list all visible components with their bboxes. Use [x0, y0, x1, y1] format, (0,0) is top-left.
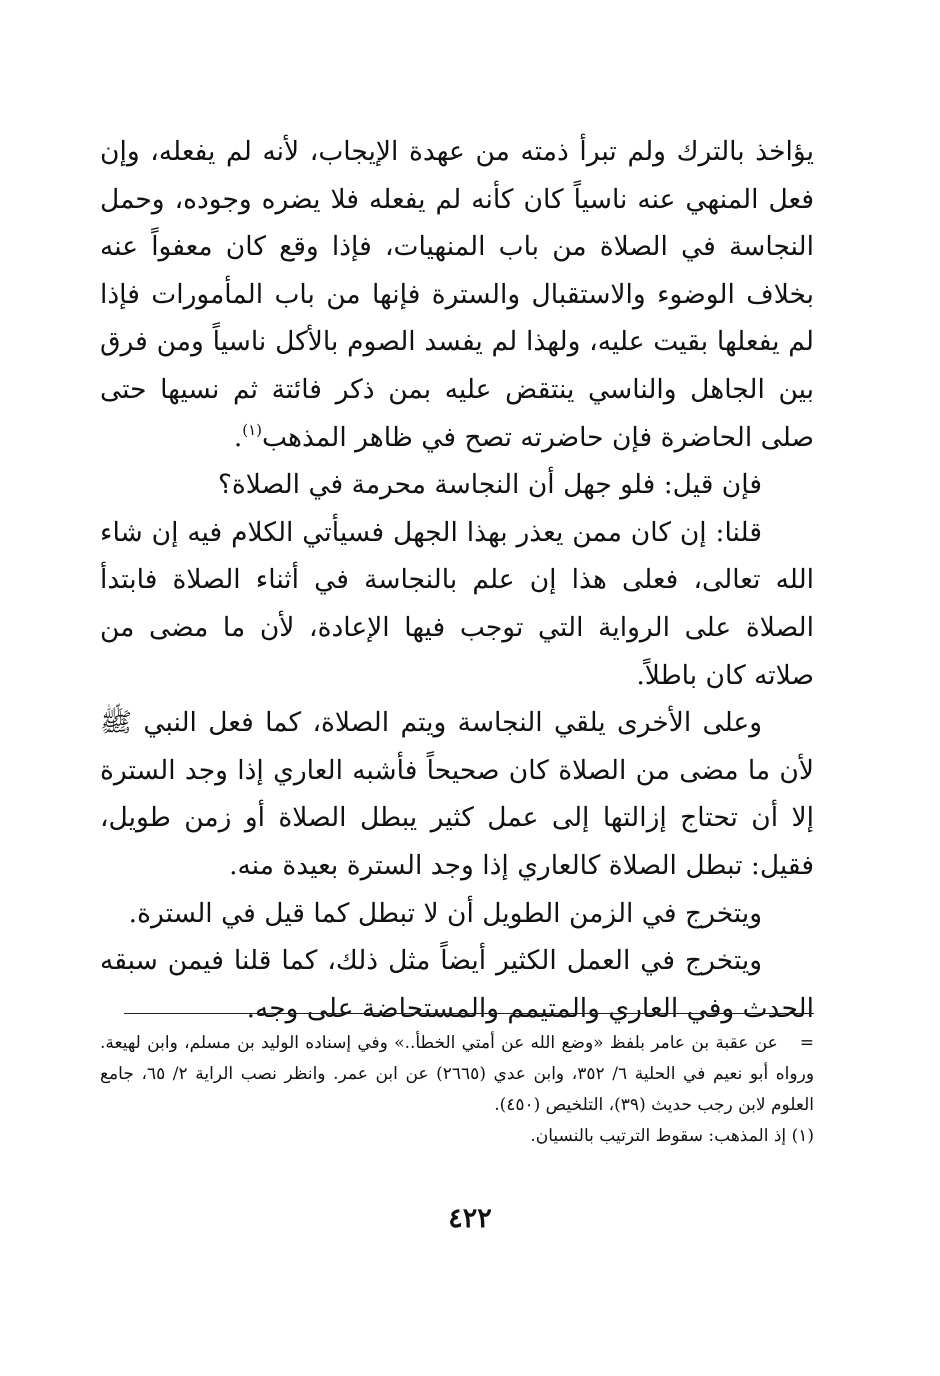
page-number: ٤٢٢ — [448, 1203, 492, 1234]
footnote-continuation-text: عن عقبة بن عامر بلفظ «وضع الله عن أمتي الخطأ..» وفي إسناده الوليد بن مسلم، وابن لهيعة. ورواه أبو نعيم في الحلية ٦/ ٣٥٢، وابن عدي (٢٦٦٥) عن ابن عمر. وانظر نصب الراية ٢/ ٦٥، جامع العلوم لابن رجب حديث (٣٩)، التلخيص (٤٥٠). — [100, 1033, 815, 1115]
paragraph-3: قلنا: إن كان ممن يعذر بهذا الجهل فسيأتي الكلام فيه إن شاء الله تعالى، فعلى هذا إن علم بالنجاسة في أثناء الصلاة فابتدأ الصلاة على الرواية التي توجب فيها الإعادة، لأن ما مضى من صلاته كان باطلاً. — [100, 516, 814, 691]
main-text — [100, 128, 814, 1032]
paragraph-6: ويتخرج في العمل الكثير أيضاً مثل ذلك، كما قلنا فيمن سبقه الحدث وفي العاري والمتيمم والمستحاضة على وجه. — [100, 945, 814, 1024]
footnote-divider — [124, 1013, 814, 1014]
footnote-1-marker: (١) — [791, 1126, 814, 1146]
footnote-continuation — [100, 1028, 814, 1121]
footnotes — [100, 1028, 814, 1152]
paragraph-1-text: يؤاخذ بالترك ولم تبرأ ذمته من عهدة الإيجاب، لأنه لم يفعله، وإن فعل المنهي عنه ناسياً كان كأنه لم يفعله فلا يضره وجوده، وحمل النجاسة في الصلاة من باب المنهيات، فإذا وقع كان معفواً عنه بخلاف الوضوء والاستقبال والسترة فإنها من باب المأمورات فإذا لم يفعلها بقيت عليه، ولهذا لم يفسد الصوم بالأكل ناسياً ومن فرق بين الجاهل والناسي ينتقض عليه بمن ذكر فائتة ثم نسيها حتى صلى الحاضرة فإن حاضرته تصح في ظاهر المذهب — [100, 136, 814, 453]
paragraph-1 — [100, 128, 814, 461]
footnote-1 — [100, 1121, 814, 1152]
footnote-1-text: إذ المذهب: سقوط الترتيب بالنسيان. — [530, 1126, 787, 1146]
paragraph-4: وعلى الأخرى يلقي النجاسة ويتم الصلاة، كما فعل النبي ﷺ لأن ما مضى من الصلاة كان صحيحاً فأشبه العاري إذا وجد السترة إلا أن تحتاج إزالتها إلى عمل كثير يبطل الصلاة أو زمن طويل، فقيل: تبطل الصلاة كالعاري إذا وجد السترة بعيدة منه. — [100, 707, 814, 881]
footnote-ref-1[interactable]: (١) — [242, 420, 263, 439]
paragraph-1-end: . — [233, 421, 243, 453]
paragraph-2: فإن قيل: فلو جهل أن النجاسة محرمة في الصلاة؟ — [217, 469, 762, 501]
continuation-mark: = — [799, 1033, 814, 1053]
paragraph-5: ويتخرج في الزمن الطويل أن لا تبطل كما قيل في السترة. — [128, 897, 762, 929]
